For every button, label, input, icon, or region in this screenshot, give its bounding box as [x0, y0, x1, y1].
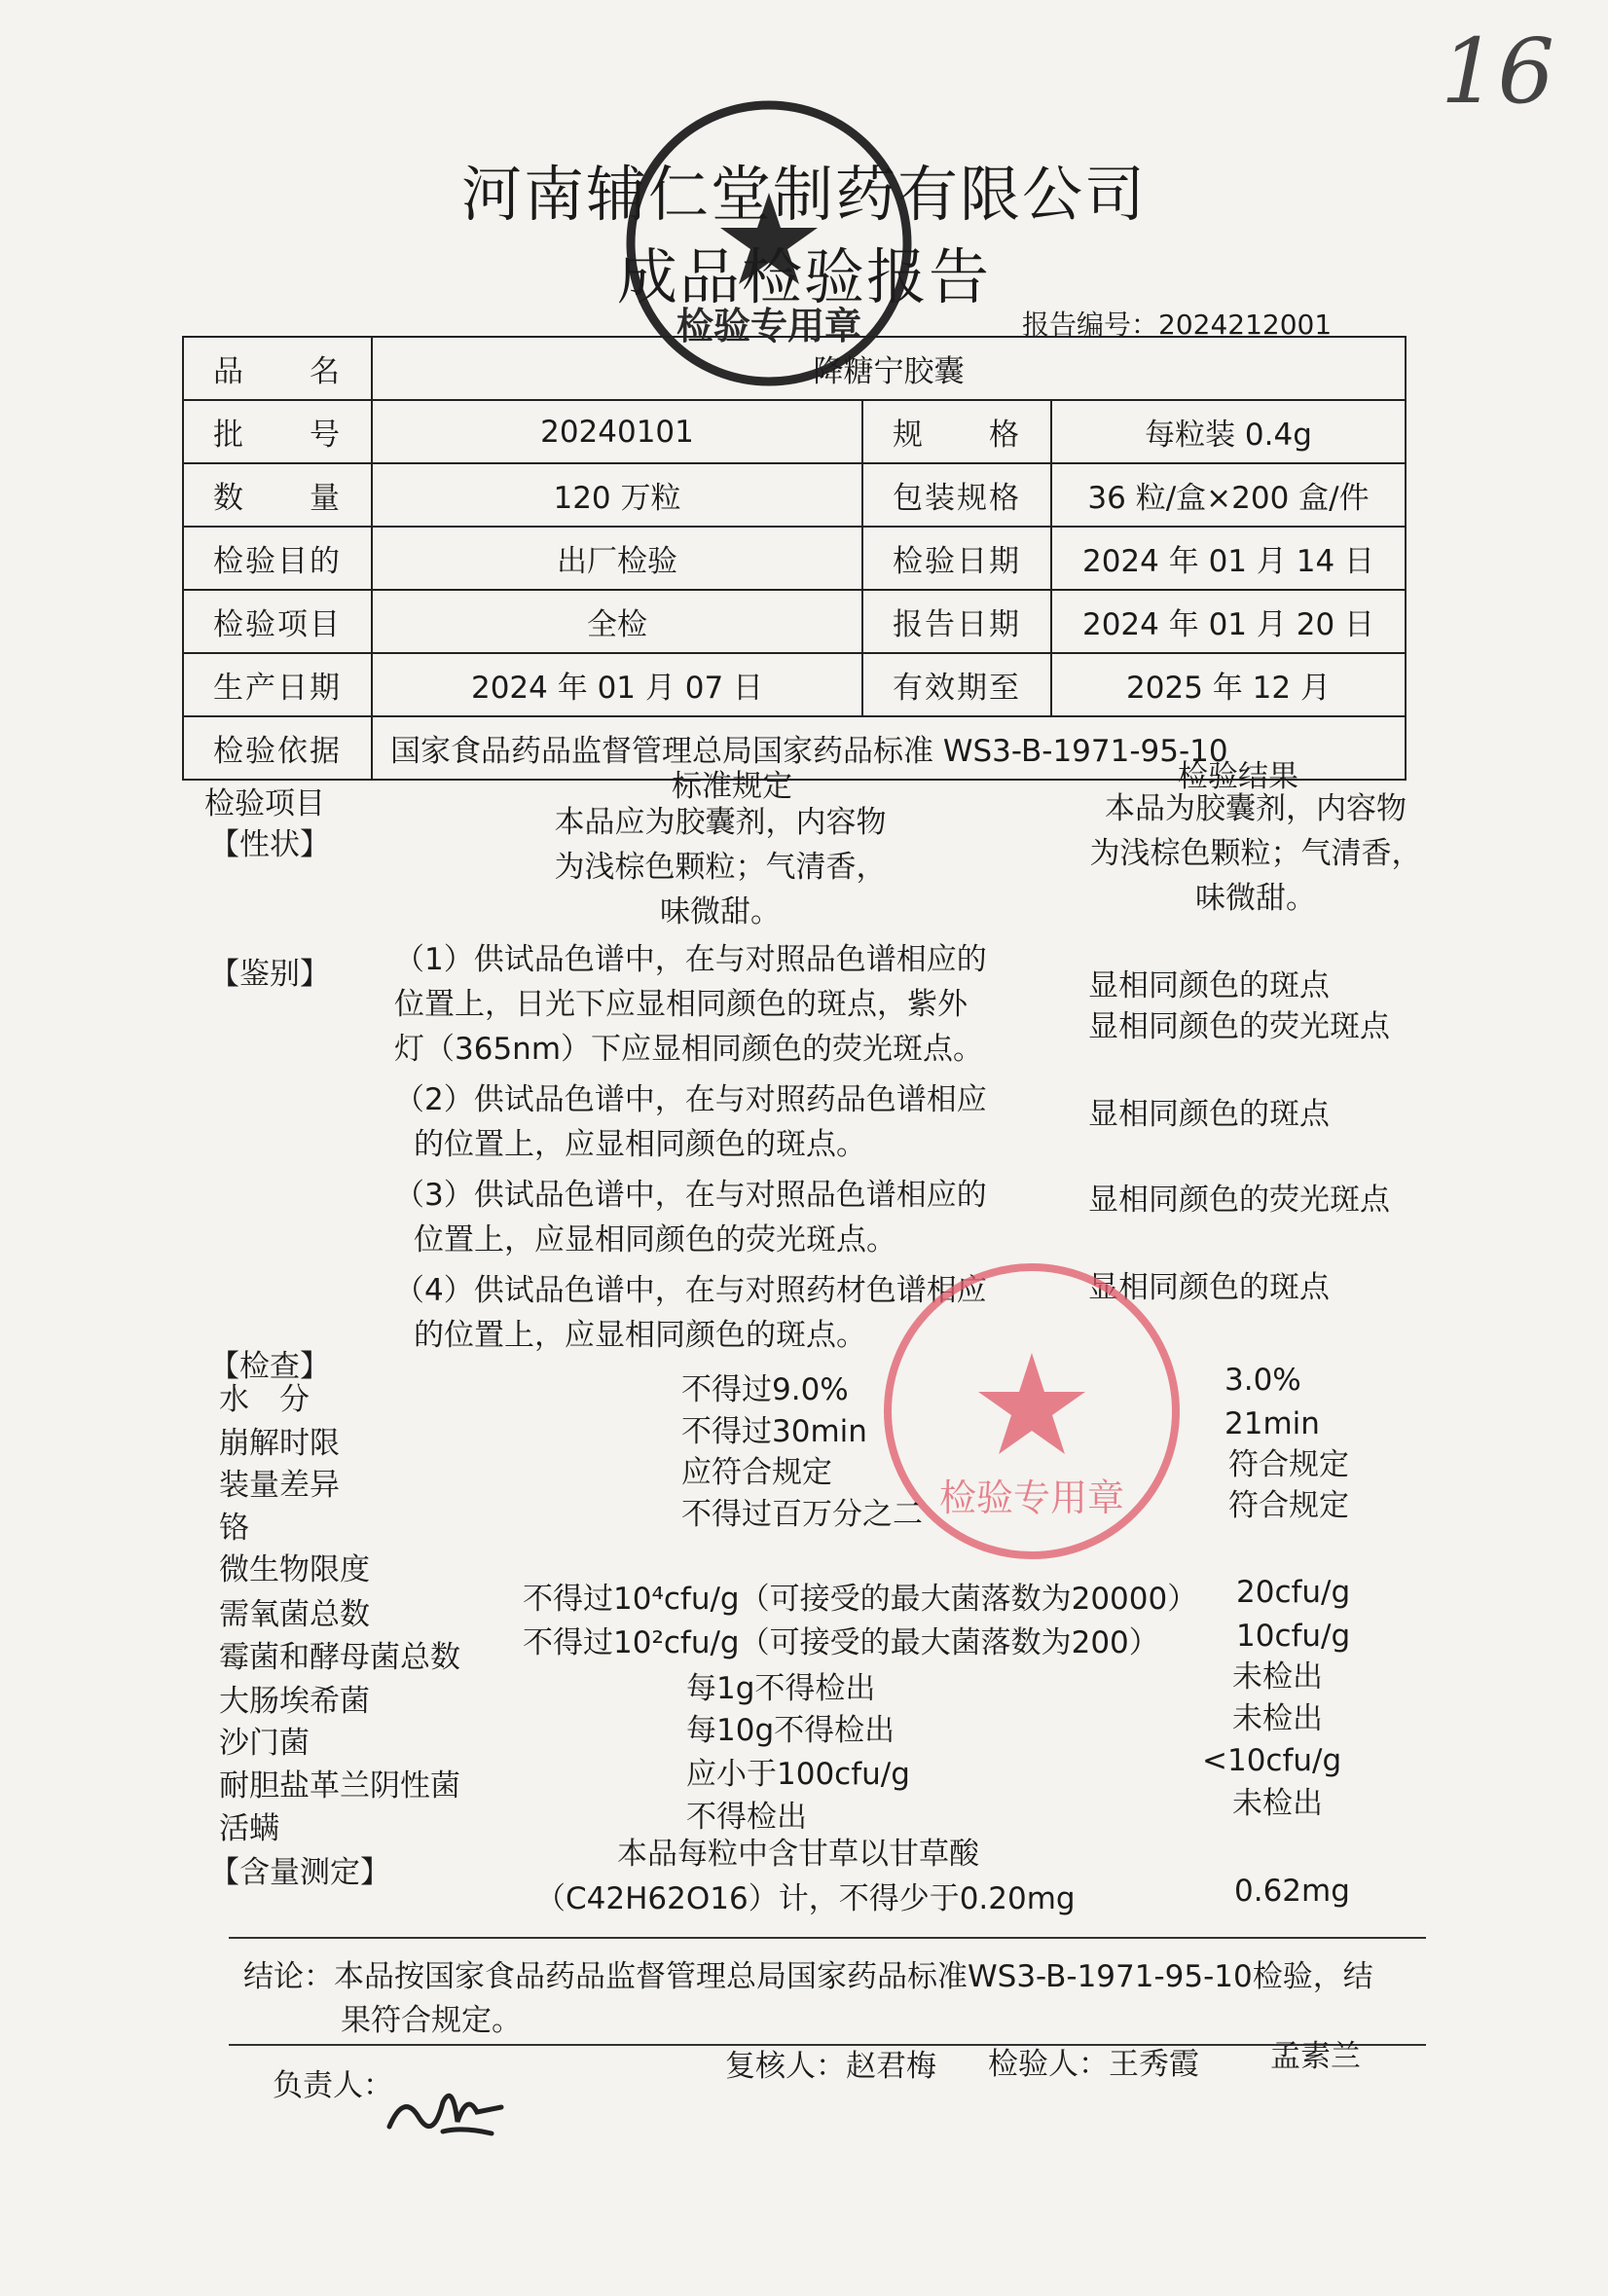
conclusion-line-1: 结论：本品按国家食品药品监督管理总局国家药品标准WS3-B-1971-95-10检验，结: [243, 1959, 1373, 1994]
inspection-item-name: 需氧菌总数: [219, 1597, 370, 1632]
assay-standard-line: 本品每粒中含甘草以甘草酸: [617, 1837, 979, 1872]
inspection-item-standard: 应小于100cfu/g: [686, 1757, 910, 1792]
identification-standard-line: （3）供试品色谱中，在与对照品色谱相应的: [394, 1178, 987, 1213]
appearance-result: [1042, 786, 1470, 921]
identification-standard-line: （2）供试品色谱中，在与对照药品色谱相应: [394, 1082, 987, 1117]
inspection-item-standard: 不得过百万分之二: [681, 1497, 923, 1532]
inspection-item-result: <10cfu/g: [1202, 1743, 1342, 1778]
appearance-standard: [506, 800, 934, 934]
assay-standard-line: （C42H62O16）计，不得少于0.20mg: [535, 1881, 1076, 1916]
package-value: 36 粒/盒×200 盒/件: [1051, 463, 1406, 527]
quantity-label: 数 量: [183, 463, 372, 527]
identification-standard-line: 位置上，应显相同颜色的荧光斑点。: [414, 1222, 896, 1257]
inspection-item-result: 20cfu/g: [1236, 1575, 1351, 1610]
batch-label: 批 号: [183, 400, 372, 463]
report-date-value: 2024 年 01 月 20 日: [1051, 590, 1406, 653]
appearance-result-line: 为浅棕色颗粒；气清香，: [1089, 836, 1422, 871]
name-label: 品 名: [183, 337, 372, 400]
assay-result: 0.62mg: [1234, 1874, 1350, 1909]
inspection-item-standard: 不得检出: [686, 1800, 807, 1835]
purpose-value: 出厂检验: [372, 527, 862, 590]
inspection-item-name: 崩解时限: [219, 1426, 340, 1461]
report-number: 报告编号：2024212001: [1022, 309, 1333, 341]
package-label: 包装规格: [862, 463, 1051, 527]
inspection-item-standard: 应符合规定: [681, 1455, 832, 1490]
document-title: 成品检验报告: [616, 241, 991, 312]
appearance-standard-line: 味微甜。: [660, 894, 781, 929]
inspection-item-result: 符合规定: [1228, 1488, 1349, 1523]
identification-standard-line: 灯（365nm）下应显相同颜色的荧光斑点。: [394, 1032, 984, 1067]
batch-value: 20240101: [372, 400, 862, 463]
company-name: 河南辅仁堂制药有限公司: [460, 159, 1147, 230]
identification-result-5: 显相同颜色的斑点: [1088, 1270, 1330, 1305]
identification-standard-line: （4）供试品色谱中，在与对照药材色谱相应: [394, 1273, 987, 1308]
inspection-item-standard: 每10g不得检出: [686, 1713, 895, 1748]
reviewer: 复核人：赵君梅: [725, 2049, 936, 2084]
inspection-item-standard: 不得过9.0%: [681, 1372, 849, 1407]
inspector: 检验人：王秀霞: [988, 2047, 1199, 2082]
inspection-item-result: 未检出: [1232, 1659, 1323, 1695]
signature-handwritten: [384, 2073, 511, 2141]
inspection-item-result: 21min: [1224, 1406, 1320, 1441]
quantity-value: 120 万粒: [372, 463, 862, 527]
name-value: 降糖宁胶囊: [372, 337, 1406, 400]
inspection-item-name: 活螨: [219, 1811, 279, 1846]
product-info-table: [182, 336, 1407, 781]
expiry-value: 2025 年 12 月: [1051, 653, 1406, 716]
inspection-item-standard: 不得过10²cfu/g（可接受的最大菌落数为200）: [523, 1625, 1159, 1660]
header-standard: 标准规定: [672, 769, 792, 804]
svg-text:检验专用章: 检验专用章: [676, 305, 862, 347]
assay-standard: [535, 1832, 1076, 1921]
appearance-result-line: 味微甜。: [1195, 881, 1316, 916]
inspection-item-standard: 每1g不得检出: [686, 1671, 876, 1706]
inspection-item-standard: 不得过30min: [681, 1414, 867, 1449]
svg-text:检验专用章: 检验专用章: [938, 1476, 1125, 1519]
appearance-standard-line: 为浅棕色颗粒；气清香，: [554, 850, 887, 885]
item-value: 全检: [372, 590, 862, 653]
page-number: 16: [1441, 19, 1555, 124]
inspection-item-name: 装量差异: [219, 1468, 340, 1503]
basis-value: 国家食品药品监督管理总局国家药品标准 WS3-B-1971-95-10: [372, 716, 1406, 780]
section-identification: 【鉴别】: [209, 957, 330, 992]
inspection-item-name: 微生物限度: [219, 1552, 370, 1587]
expiry-label: 有效期至: [862, 653, 1051, 716]
section-appearance: 【性状】: [209, 827, 330, 862]
inspection-item-result: 3.0%: [1224, 1363, 1301, 1398]
inspection-item-name: 霉菌和酵母菌总数: [219, 1640, 460, 1675]
section-assay: 【含量测定】: [209, 1855, 390, 1890]
inspection-item-name: 铬: [219, 1511, 249, 1546]
identification-standard-line: 的位置上，应显相同颜色的斑点。: [414, 1127, 866, 1162]
identification-result-3: 显相同颜色的斑点: [1088, 1097, 1330, 1132]
appearance-result-line: 本品为胶囊剂，内容物: [1105, 791, 1407, 826]
inspection-item-standard: 不得过10⁴cfu/g（可接受的最大菌落数为20000）: [523, 1582, 1198, 1617]
identification-result-4: 显相同颜色的荧光斑点: [1088, 1183, 1390, 1218]
purpose-label: 检验目的: [183, 527, 372, 590]
identification-result-2: 显相同颜色的荧光斑点: [1088, 1009, 1390, 1044]
responsible-label: 负责人：: [273, 2068, 393, 2103]
identification-standard-line: （1）供试品色谱中，在与对照品色谱相应的: [394, 942, 987, 977]
inspection-item-result: 10cfu/g: [1236, 1619, 1351, 1654]
inspection-item-name: 大肠埃希菌: [219, 1684, 370, 1719]
inspector-2: 孟素兰: [1270, 2039, 1361, 2074]
appearance-standard-line: 本品应为胶囊剂，内容物: [554, 805, 887, 840]
identification-standard-line: 的位置上，应显相同颜色的斑点。: [414, 1318, 866, 1353]
inspection-item-name: 水 分: [219, 1382, 310, 1417]
inspection-item-result: 未检出: [1232, 1701, 1323, 1736]
inspection-item-name: 沙门菌: [219, 1726, 310, 1761]
conclusion-top-divider: [229, 1937, 1426, 1939]
production-date-value: 2024 年 01 月 07 日: [372, 653, 862, 716]
identification-result-1: 显相同颜色的斑点: [1088, 968, 1330, 1003]
test-date-value: 2024 年 01 月 14 日: [1051, 527, 1406, 590]
spec-value: 每粒装 0.4g: [1051, 400, 1406, 463]
inspection-seal-middle: [876, 1256, 1188, 1567]
inspection-item-result: 符合规定: [1228, 1447, 1349, 1482]
report-date-label: 报告日期: [862, 590, 1051, 653]
production-date-label: 生产日期: [183, 653, 372, 716]
section-inspection: 【检查】: [209, 1349, 330, 1384]
header-item: 检验项目: [204, 786, 325, 821]
inspection-item-result: 未检出: [1232, 1786, 1323, 1821]
identification-standard-line: 位置上，日光下应显相同颜色的斑点，紫外: [394, 987, 968, 1022]
item-label: 检验项目: [183, 590, 372, 653]
basis-label: 检验依据: [183, 716, 372, 780]
header-result: 检验结果: [1178, 759, 1298, 794]
spec-label: 规 格: [862, 400, 1051, 463]
conclusion-line-2: 果符合规定。: [341, 2003, 522, 2038]
inspection-item-name: 耐胆盐革兰阴性菌: [219, 1768, 460, 1804]
test-date-label: 检验日期: [862, 527, 1051, 590]
